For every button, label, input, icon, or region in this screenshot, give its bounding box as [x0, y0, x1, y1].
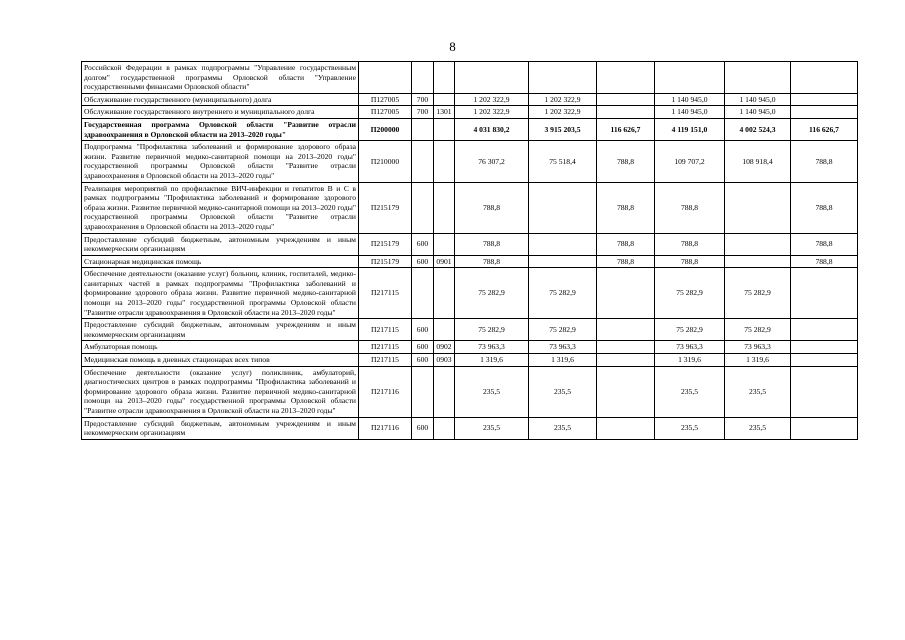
row-name: Реализация мероприятий по профилактике ВИЧ-инфекции и гепатитов В и С в рамках подпрограммы "Профилактика заболеваний и формирование здорового образа жизни. Развитие первичной медико-санитарной помощи на 2013–2020 годы" государственной программы Орловской области "Развитие отрасли здравоохранения в Орловской области на 2013–2020 годы"	[82, 182, 359, 233]
row-value-1: 76 307,2	[455, 141, 529, 182]
row-value-6	[791, 417, 858, 439]
row-value-5: 75 282,9	[725, 268, 791, 319]
row-value-3	[597, 268, 655, 319]
row-section	[434, 233, 455, 255]
row-section: 0901	[434, 255, 455, 268]
row-value-5: 1 140 945,0	[725, 93, 791, 106]
row-value-4: 109 707,2	[655, 141, 725, 182]
row-value-2: 235,5	[529, 366, 597, 417]
row-value-2: 1 202 322,9	[529, 93, 597, 106]
row-value-5	[725, 233, 791, 255]
row-expense-type	[412, 62, 434, 94]
row-expense-type	[412, 141, 434, 182]
row-value-3: 788,8	[597, 141, 655, 182]
row-name: Российской Федерации в рамках подпрограммы "Управление государственным долгом" государственной программы Орловской области "Управление государственными финансами Орловской области"	[82, 62, 359, 94]
row-expense-type: 700	[412, 106, 434, 119]
row-value-3: 788,8	[597, 255, 655, 268]
table-row	[82, 182, 858, 233]
row-name: Стационарная медицинская помощь	[82, 255, 359, 268]
row-value-2: 75 282,9	[529, 319, 597, 341]
row-value-1	[455, 62, 529, 94]
row-section	[434, 268, 455, 319]
row-value-5: 75 282,9	[725, 319, 791, 341]
row-value-1: 788,8	[455, 182, 529, 233]
row-name: Предоставление субсидий бюджетным, автономным учреждениям и иным некоммерческим организациям	[82, 417, 359, 439]
table-row	[82, 141, 858, 182]
row-expense-type: 600	[412, 255, 434, 268]
row-value-6: 788,8	[791, 255, 858, 268]
row-value-1: 1 319,6	[455, 354, 529, 367]
row-value-6: 788,8	[791, 141, 858, 182]
row-value-1: 1 202 322,9	[455, 93, 529, 106]
table-row	[82, 268, 858, 319]
row-value-4: 1 140 945,0	[655, 93, 725, 106]
row-value-2	[529, 182, 597, 233]
row-value-5: 1 319,6	[725, 354, 791, 367]
table-row	[82, 93, 858, 106]
row-value-5: 73 963,3	[725, 341, 791, 354]
table-row	[82, 319, 858, 341]
budget-table	[81, 61, 858, 440]
row-section: 0902	[434, 341, 455, 354]
row-name: Подпрограмма "Профилактика заболеваний и формирование здорового образа жизни. Развитие первичной медико-санитарной помощи на 2013–2020 годы" государственной программы Орловской области "Развитие отрасли здравоохранения в Орловской области на 2013–2020 годы"	[82, 141, 359, 182]
row-value-4: 235,5	[655, 417, 725, 439]
row-expense-type	[412, 182, 434, 233]
row-value-2	[529, 255, 597, 268]
row-value-5: 1 140 945,0	[725, 106, 791, 119]
row-value-3	[597, 106, 655, 119]
row-value-3	[597, 319, 655, 341]
row-value-3: 788,8	[597, 182, 655, 233]
row-value-4: 75 282,9	[655, 268, 725, 319]
row-value-6: 788,8	[791, 182, 858, 233]
row-value-4: 788,8	[655, 182, 725, 233]
row-name: Предоставление субсидий бюджетным, автономным учреждениям и иным некоммерческим организациям	[82, 233, 359, 255]
row-value-5: 4 002 524,3	[725, 118, 791, 140]
row-expense-type: 600	[412, 354, 434, 367]
row-value-1: 788,8	[455, 233, 529, 255]
row-value-2: 73 963,3	[529, 341, 597, 354]
table-row	[82, 118, 858, 140]
row-name: Обслуживание государственного внутреннего и муниципального долга	[82, 106, 359, 119]
row-code: П215179	[359, 233, 412, 255]
row-value-2: 3 915 203,5	[529, 118, 597, 140]
row-code: П217115	[359, 341, 412, 354]
row-value-6	[791, 366, 858, 417]
row-section: 1301	[434, 106, 455, 119]
row-value-1: 75 282,9	[455, 268, 529, 319]
row-value-6	[791, 319, 858, 341]
row-section	[434, 62, 455, 94]
row-value-4: 1 319,6	[655, 354, 725, 367]
row-value-1: 788,8	[455, 255, 529, 268]
row-value-3	[597, 417, 655, 439]
table-row	[82, 341, 858, 354]
row-value-5	[725, 255, 791, 268]
row-value-4: 73 963,3	[655, 341, 725, 354]
row-section	[434, 182, 455, 233]
row-value-1: 1 202 322,9	[455, 106, 529, 119]
row-code: П215179	[359, 255, 412, 268]
row-value-4: 4 119 151,0	[655, 118, 725, 140]
row-value-6	[791, 354, 858, 367]
table-row	[82, 354, 858, 367]
row-value-2: 235,5	[529, 417, 597, 439]
row-code: П127005	[359, 93, 412, 106]
table-row	[82, 255, 858, 268]
row-value-2	[529, 62, 597, 94]
row-code: П215179	[359, 182, 412, 233]
row-value-6: 788,8	[791, 233, 858, 255]
row-code: П217115	[359, 268, 412, 319]
row-value-2: 1 202 322,9	[529, 106, 597, 119]
table-body	[82, 62, 858, 440]
row-value-6	[791, 268, 858, 319]
row-value-3	[597, 93, 655, 106]
row-section	[434, 319, 455, 341]
row-name: Обслуживание государственного (муниципального) долга	[82, 93, 359, 106]
row-value-4: 75 282,9	[655, 319, 725, 341]
row-value-1: 235,5	[455, 417, 529, 439]
row-value-3: 116 626,7	[597, 118, 655, 140]
row-expense-type	[412, 268, 434, 319]
row-expense-type: 600	[412, 417, 434, 439]
row-code: П210000	[359, 141, 412, 182]
row-code: П217116	[359, 417, 412, 439]
row-expense-type: 600	[412, 341, 434, 354]
row-value-2: 75 518,4	[529, 141, 597, 182]
row-name: Государственная программа Орловской области "Развитие отрасли здравоохранения в Орловской области на 2013–2020 годы"	[82, 118, 359, 140]
row-section	[434, 366, 455, 417]
row-value-5: 235,5	[725, 366, 791, 417]
row-value-6	[791, 93, 858, 106]
row-value-5	[725, 182, 791, 233]
row-value-1: 73 963,3	[455, 341, 529, 354]
row-name: Медицинская помощь в дневных стационарах всех типов	[82, 354, 359, 367]
row-code: П217116	[359, 366, 412, 417]
row-value-3	[597, 354, 655, 367]
row-name: Обеспечение деятельности (оказание услуг) больниц, клиник, госпиталей, медико-санитарных частей в рамках подпрограммы "Профилактика заболеваний и формирование здорового образа жизни. Развитие первичной медико-санитарной помощи на 2013–2020 годы" государственной программы Орловской области "Развитие отрасли здравоохранения в Орловской области на 2013–2020 годы"	[82, 268, 359, 319]
table-row	[82, 106, 858, 119]
row-section: 0903	[434, 354, 455, 367]
row-section	[434, 118, 455, 140]
row-section	[434, 417, 455, 439]
row-expense-type: 600	[412, 233, 434, 255]
row-value-3	[597, 62, 655, 94]
row-value-3	[597, 366, 655, 417]
row-value-5: 108 918,4	[725, 141, 791, 182]
row-value-4: 235,5	[655, 366, 725, 417]
row-value-3	[597, 341, 655, 354]
row-code: П127005	[359, 106, 412, 119]
row-section	[434, 141, 455, 182]
table-row	[82, 417, 858, 439]
row-code: П217115	[359, 354, 412, 367]
row-name: Обеспечение деятельности (оказание услуг) поликлиник, амбулаторий, диагностических центров в рамках подпрограммы "Профилактика заболеваний и формирование здорового образа жизни. Развитие первичной медико-санитарной помощи на 2013–2020 годы" государственной программы Орловской области "Развитие отрасли здравоохранения в Орловской области на 2013–2020 годы"	[82, 366, 359, 417]
row-name: Предоставление субсидий бюджетным, автономным учреждениям и иным некоммерческим организациям	[82, 319, 359, 341]
row-section	[434, 93, 455, 106]
row-code	[359, 62, 412, 94]
row-value-2	[529, 233, 597, 255]
row-value-5	[725, 62, 791, 94]
row-value-1: 75 282,9	[455, 319, 529, 341]
table-row	[82, 233, 858, 255]
row-value-3: 788,8	[597, 233, 655, 255]
row-value-5: 235,5	[725, 417, 791, 439]
page-number: 8	[449, 39, 456, 54]
row-value-6	[791, 106, 858, 119]
row-value-1: 4 031 830,2	[455, 118, 529, 140]
table-row	[82, 366, 858, 417]
row-value-4	[655, 62, 725, 94]
row-name: Амбулаторная помощь	[82, 341, 359, 354]
row-value-6	[791, 341, 858, 354]
row-code: П200000	[359, 118, 412, 140]
row-expense-type	[412, 118, 434, 140]
row-value-4: 788,8	[655, 255, 725, 268]
row-value-4: 788,8	[655, 233, 725, 255]
row-value-4: 1 140 945,0	[655, 106, 725, 119]
table-row	[82, 62, 858, 94]
row-value-2: 75 282,9	[529, 268, 597, 319]
row-value-1: 235,5	[455, 366, 529, 417]
row-expense-type: 700	[412, 93, 434, 106]
row-value-2: 1 319,6	[529, 354, 597, 367]
row-value-6	[791, 62, 858, 94]
row-code: П217115	[359, 319, 412, 341]
row-expense-type	[412, 366, 434, 417]
row-expense-type: 600	[412, 319, 434, 341]
row-value-6: 116 626,7	[791, 118, 858, 140]
